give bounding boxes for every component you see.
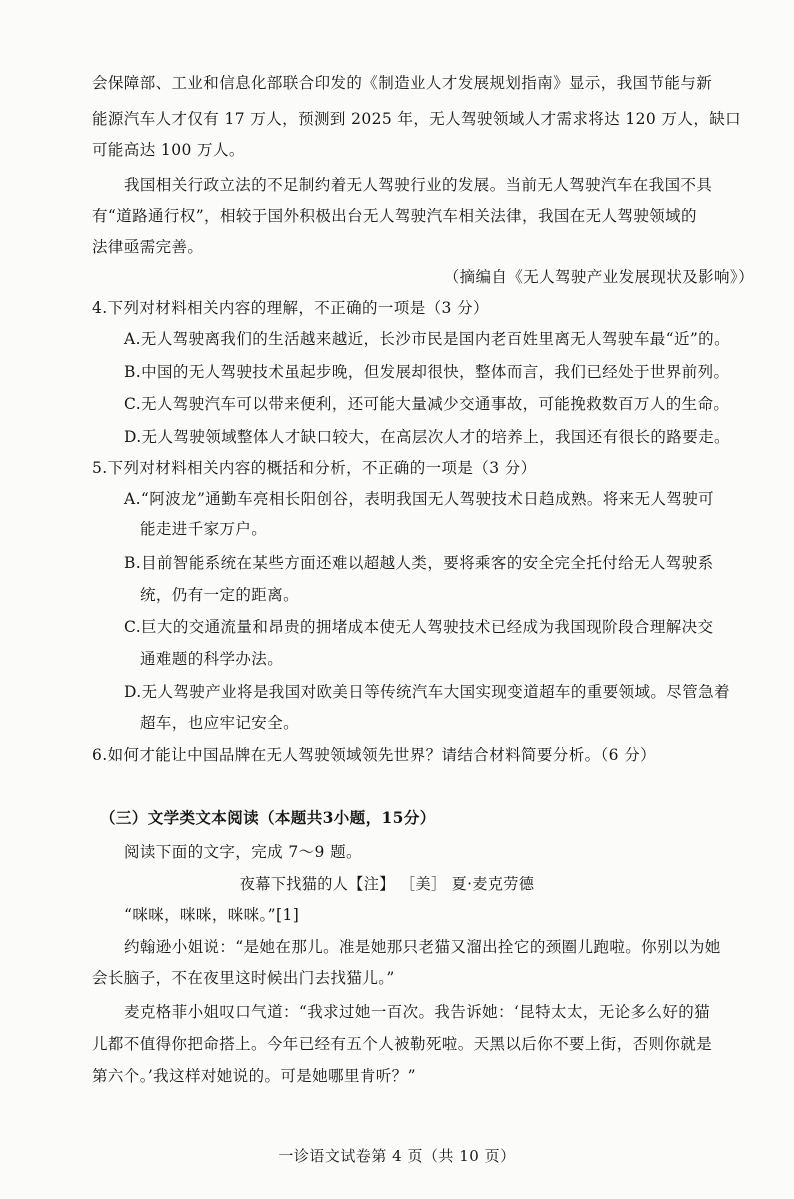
question-5-option-a-cont: 能走进千家万户。 — [140, 520, 268, 538]
question-4-option-a: A.无人驾驶离我们的生活越来越近，长沙市民是国内老百姓里离无人驾驶车最“近”的。 — [124, 330, 730, 348]
reading-instruction: 阅读下面的文字，完成 7～9 题。 — [124, 843, 362, 861]
paragraph-line: 法律亟需完善。 — [92, 238, 204, 256]
section-heading: （三）文学类文本阅读（本题共3小题，15分） — [100, 808, 436, 827]
question-4-option-d: D.无人驾驶领域整体人才缺口较大，在高层次人才的培养上，我国还有很长的路要走。 — [124, 428, 730, 446]
question-5-option-a: A.“阿波龙”通勤车亮相长阳创谷，表明我国无人驾驶技术日趋成熟。将来无人驾驶可 — [124, 490, 715, 508]
question-5-option-b-cont: 统，仍有一定的距离。 — [140, 586, 300, 604]
question-4-option-b: B.中国的无人驾驶技术虽起步晚，但发展却很快，整体而言，我们已经处于世界前列。 — [124, 363, 730, 381]
question-4-option-c: C.无人驾驶汽车可以带来便利，还可能大量减少交通事故，可能挽救数百万人的生命。 — [124, 395, 730, 413]
question-5-option-d: D.无人驾驶产业将是我国对欧美日等传统汽车大国实现变道超车的重要领域。尽管急着 — [124, 683, 730, 701]
paragraph-line: 会保障部、工业和信息化部联合印发的《制造业人才发展规划指南》显示，我国节能与新 — [92, 74, 713, 92]
page-footer: 一诊语文试卷第 4 页（共 10 页） — [278, 1147, 516, 1165]
story-line: 第六个。’我这样对她说的。可是她哪里肯听？” — [92, 1067, 416, 1085]
story-line: 会长脑子，不在夜里这时候出门去找猫儿。” — [92, 969, 395, 987]
story-line: 儿都不值得你把命搭上。今年已经有五个人被勒死啦。天黑以后你不要上街，否则你就是 — [92, 1035, 713, 1053]
question-5-option-b: B.目前智能系统在某些方面还难以超越人类，要将乘客的安全完全托付给无人驾驶系 — [124, 554, 714, 572]
paragraph-line: 可能高达 100 万人。 — [92, 141, 245, 159]
story-title: 夜幕下找猫的人【注】 ［美］ 夏·麦克劳德 — [239, 875, 535, 893]
question-5-option-c-cont: 通难题的科学办法。 — [140, 650, 284, 668]
question-4: 4.下列对材料相关内容的理解，不正确的一项是（3 分） — [92, 299, 489, 317]
source-citation: （摘编自《无人驾驶产业发展现状及影响》） — [443, 268, 754, 286]
story-line: 麦克格菲小姐叹口气道：“我求过她一百次。我告诉她：‘昆特太太，无论多么好的猫 — [124, 1003, 711, 1021]
story-line: “咪咪，咪咪，咪咪。”[1] — [124, 906, 300, 924]
question-5: 5.下列对材料相关内容的概括和分析，不正确的一项是（3 分） — [92, 459, 537, 477]
question-5-option-c: C.巨大的交通流量和昂贵的拥堵成本使无人驾驶技术已经成为我国现阶段合理解决交 — [124, 618, 714, 636]
paragraph-line: 有“道路通行权”，相较于国外积极出台无人驾驶汽车相关法律，我国在无人驾驶领域的 — [92, 207, 697, 225]
question-6: 6.如何才能让中国品牌在无人驾驶领域领先世界？请结合材料简要分析。（6 分） — [92, 746, 657, 764]
question-5-option-d-cont: 超车，也应牢记安全。 — [140, 714, 300, 732]
paragraph-line: 能源汽车人才仅有 17 万人，预测到 2025 年，无人驾驶领域人才需求将达 120 万人，缺口 — [92, 110, 742, 128]
story-line: 约翰逊小姐说：“是她在那儿。准是她那只老猫又溜出拴它的颈圈儿跑啦。你别以为她 — [124, 938, 721, 956]
paragraph-line: 我国相关行政立法的不足制约着无人驾驶行业的发展。当前无人驾驶汽车在我国不具 — [124, 176, 713, 194]
